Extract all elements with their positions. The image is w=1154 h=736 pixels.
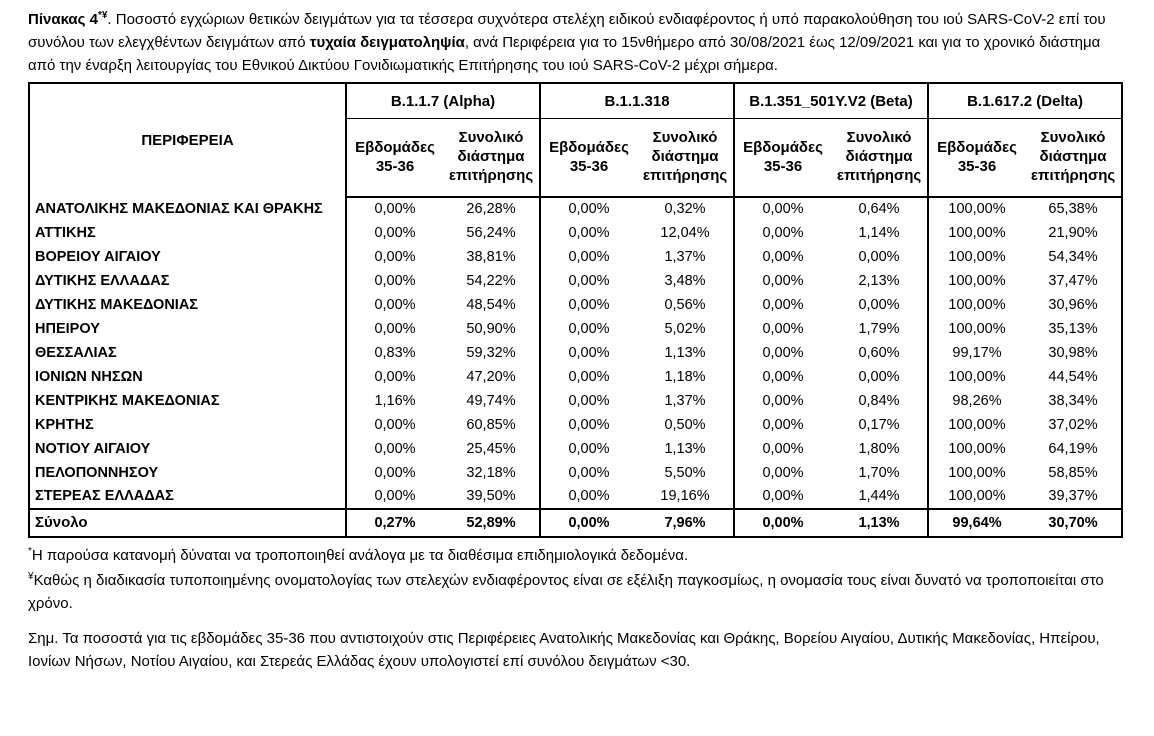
value-cell: 0,00% xyxy=(346,461,443,485)
subcolumn-weeks: Εβδομάδες 35-36 xyxy=(346,119,443,197)
value-cell: 0,00% xyxy=(540,437,637,461)
value-cell: 0,00% xyxy=(540,197,637,221)
table-row xyxy=(29,365,1122,389)
subcolumn-weeks: Εβδομάδες 35-36 xyxy=(540,119,637,197)
value-cell: 0,00% xyxy=(346,269,443,293)
value-cell: 1,18% xyxy=(664,368,706,385)
column-header-region: ΠΕΡΙΦΕΡΕΙΑ xyxy=(29,83,346,197)
table-row xyxy=(29,341,1122,365)
value-cell: 0,00% xyxy=(858,296,900,313)
region-cell: ΣΤΕΡΕΑΣ ΕΛΛΑΔΑΣ xyxy=(29,485,346,509)
subcolumn-weeks: Εβδομάδες 35-36 xyxy=(734,119,831,197)
value-cell: 100,00% xyxy=(928,197,1025,221)
value-cell: 0,00% xyxy=(858,248,900,265)
value-cell: 0,00% xyxy=(540,389,637,413)
total-value-cell: 52,89% xyxy=(443,509,540,537)
subcolumn-total-period: Συνολικό διάστημα επιτήρησης xyxy=(831,119,928,197)
value-cell: 100,00% xyxy=(928,245,1025,269)
value-cell: 0,00% xyxy=(734,317,831,341)
value-cell: 0,84% xyxy=(858,392,900,409)
value-cell: 0,00% xyxy=(346,485,443,509)
value-cell: 0,00% xyxy=(346,221,443,245)
value-cell: 100,00% xyxy=(928,461,1025,485)
footnote-yen xyxy=(28,570,1128,615)
value-cell: 100,00% xyxy=(928,269,1025,293)
value-cell: 100,00% xyxy=(928,317,1025,341)
value-cell: 56,24% xyxy=(466,224,516,241)
column-group-b11318: B.1.1.318 xyxy=(540,83,734,119)
value-cell: 39,50% xyxy=(466,488,516,505)
value-cell: 1,14% xyxy=(858,224,900,241)
subcolumn-weeks: Εβδομάδες 35-36 xyxy=(928,119,1025,197)
table-row xyxy=(29,221,1122,245)
value-cell: 0,00% xyxy=(734,293,831,317)
value-cell: 0,00% xyxy=(346,413,443,437)
value-cell: 47,20% xyxy=(466,368,516,385)
value-cell: 0,00% xyxy=(540,269,637,293)
value-cell: 60,85% xyxy=(466,416,516,433)
footnote-marker: ¥ xyxy=(28,571,34,583)
value-cell: 48,54% xyxy=(466,296,516,313)
value-cell: 0,00% xyxy=(734,245,831,269)
value-cell: 0,00% xyxy=(734,389,831,413)
value-cell: 64,19% xyxy=(1048,440,1098,457)
region-cell: ΔΥΤΙΚΗΣ ΜΑΚΕΔΟΝΙΑΣ xyxy=(29,293,346,317)
footnote-marker: * xyxy=(28,545,32,557)
value-cell: 100,00% xyxy=(928,221,1025,245)
value-cell: 0,00% xyxy=(734,485,831,509)
table-row xyxy=(29,437,1122,461)
footnote-text: Η παρούσα κατανομή δύναται να τροποποιηθεί ανάλογα με τα διαθέσιμα επιδημιολογικά δεδομένα. xyxy=(31,546,689,564)
subcolumn-total-period: Συνολικό διάστημα επιτήρησης xyxy=(637,119,734,197)
value-cell: 1,37% xyxy=(664,392,706,409)
value-cell: 3,48% xyxy=(664,272,706,289)
value-cell: 0,32% xyxy=(664,201,706,218)
region-cell: ΑΤΤΙΚΗΣ xyxy=(29,221,346,245)
value-cell: 100,00% xyxy=(928,365,1025,389)
value-cell: 1,13% xyxy=(664,440,706,457)
value-cell: 1,44% xyxy=(858,488,900,505)
value-cell: 35,13% xyxy=(1048,320,1098,337)
region-cell: ΘΕΣΣΑΛΙΑΣ xyxy=(29,341,346,365)
value-cell: 54,22% xyxy=(466,272,516,289)
value-cell: 2,13% xyxy=(858,272,900,289)
value-cell: 0,00% xyxy=(346,293,443,317)
table-row xyxy=(29,413,1122,437)
value-cell: 30,96% xyxy=(1048,296,1098,313)
value-cell: 0,64% xyxy=(858,201,900,218)
table-body xyxy=(29,197,1122,509)
value-cell: 99,17% xyxy=(928,341,1025,365)
value-cell: 1,70% xyxy=(858,464,900,481)
subcolumn-total-period: Συνολικό διάστημα επιτήρησης xyxy=(443,119,540,197)
value-cell: 21,90% xyxy=(1048,224,1098,241)
value-cell: 0,00% xyxy=(540,365,637,389)
total-value-cell: 0,00% xyxy=(540,509,637,537)
value-cell: 0,00% xyxy=(540,245,637,269)
total-value-cell: 1,13% xyxy=(831,509,928,537)
value-cell: 38,81% xyxy=(466,248,516,265)
region-cell: ΚΡΗΤΗΣ xyxy=(29,413,346,437)
region-cell: ΔΥΤΙΚΗΣ ΕΛΛΑΔΑΣ xyxy=(29,269,346,293)
total-value-cell: 0,27% xyxy=(346,509,443,537)
table-row xyxy=(29,317,1122,341)
value-cell: 100,00% xyxy=(928,293,1025,317)
table-row xyxy=(29,245,1122,269)
value-cell: 38,34% xyxy=(1048,392,1098,409)
value-cell: 0,00% xyxy=(540,413,637,437)
region-cell: ΠΕΛΟΠΟΝΝΗΣΟΥ xyxy=(29,461,346,485)
table-footer xyxy=(29,509,1122,537)
region-cell: ΒΟΡΕΙΟΥ ΑΙΓΑΙΟΥ xyxy=(29,245,346,269)
value-cell: 12,04% xyxy=(660,224,710,241)
subcolumn-total-period: Συνολικό διάστημα επιτήρησης xyxy=(1025,119,1122,197)
table-row xyxy=(29,293,1122,317)
value-cell: 0,56% xyxy=(664,296,706,313)
value-cell: 0,60% xyxy=(858,344,900,361)
value-cell: 0,00% xyxy=(346,365,443,389)
table-row xyxy=(29,389,1122,413)
value-cell: 100,00% xyxy=(928,413,1025,437)
total-label: Σύνολο xyxy=(29,509,346,537)
total-value-cell: 7,96% xyxy=(637,509,734,537)
value-cell: 0,00% xyxy=(734,341,831,365)
variants-table xyxy=(28,82,1123,538)
note-weeks-35-36: Σημ. Τα ποσοστά για τις εβδομάδες 35-36 που αντιστοιχούν στις Περιφέρειες Ανατολικής Μακεδονίας και Θράκης, Βορείου Αιγαίου, Δυτικής Μακεδονίας, Ηπείρου, Ιονίων Νήσων, Νοτίου Αιγαίου, και Στερεάς Ελλάδας έχουν υπολογιστεί επί συνόλου δειγμάτων <30. xyxy=(28,630,1100,670)
value-cell: 0,00% xyxy=(540,461,637,485)
value-cell: 30,98% xyxy=(1048,344,1098,361)
value-cell: 100,00% xyxy=(928,437,1025,461)
value-cell: 25,45% xyxy=(466,440,516,457)
value-cell: 0,00% xyxy=(734,413,831,437)
region-cell: ΚΕΝΤΡΙΚΗΣ ΜΑΚΕΔΟΝΙΑΣ xyxy=(29,389,346,413)
value-cell: 26,28% xyxy=(466,201,516,218)
footnote-text: Καθώς η διαδικασία τυποποιημένης ονοματολογίας των στελεχών ενδιαφέροντος είναι σε εξέλιξη παγκοσμίως, η ονομασία τους είναι δυνατό να τροποποιείται στο χρόνο. xyxy=(28,572,1104,612)
value-cell: 0,00% xyxy=(540,221,637,245)
value-cell: 1,80% xyxy=(858,440,900,457)
region-cell: ΙΟΝΙΩΝ ΝΗΣΩΝ xyxy=(29,365,346,389)
total-row xyxy=(29,509,1122,537)
value-cell: 0,00% xyxy=(734,221,831,245)
value-cell: 0,00% xyxy=(858,368,900,385)
value-cell: 0,00% xyxy=(540,293,637,317)
value-cell: 58,85% xyxy=(1048,464,1098,481)
table-header xyxy=(29,83,1122,197)
value-cell: 65,38% xyxy=(1048,201,1098,218)
value-cell: 50,90% xyxy=(466,320,516,337)
value-cell: 19,16% xyxy=(660,488,710,505)
value-cell: 0,00% xyxy=(346,437,443,461)
caption-footnote-markers: *¥ xyxy=(97,10,108,21)
value-cell: 0,00% xyxy=(540,341,637,365)
table-row xyxy=(29,485,1122,509)
column-group-alpha: B.1.1.7 (Alpha) xyxy=(346,83,540,119)
value-cell: 1,13% xyxy=(664,344,706,361)
value-cell: 0,00% xyxy=(734,269,831,293)
value-cell: 1,37% xyxy=(664,248,706,265)
value-cell: 0,00% xyxy=(734,365,831,389)
value-cell: 5,50% xyxy=(664,464,706,481)
value-cell: 39,37% xyxy=(1048,488,1098,505)
region-cell: ΗΠΕΙΡΟΥ xyxy=(29,317,346,341)
table-row xyxy=(29,197,1122,221)
region-cell: ΝΟΤΙΟΥ ΑΙΓΑΙΟΥ xyxy=(29,437,346,461)
value-cell: 44,54% xyxy=(1048,368,1098,385)
value-cell: 1,16% xyxy=(346,389,443,413)
value-cell: 59,32% xyxy=(466,344,516,361)
value-cell: 0,83% xyxy=(346,341,443,365)
caption-text-1: . Ποσοστό εγχώριων θετικών δειγμάτων για τα τέσσερα συχνότερα στελέχη ειδικού ενδιαφέροντος ή υπό παρακολούθηση του ιού SARS-CoV-2 επί του συνόλου των ελεγχθέντων δειγμάτων από xyxy=(28,11,1106,51)
caption-text-2: , ανά Περιφέρεια για το 15νθήμερο από 30/08/2021 έως 12/09/2021 και για το χρονικό διάστημα από την έναρξη λειτουργίας του Εθνικού Δικτύου Γονιδιωματικής Επιτήρησης του ιού SARS-CoV-2 μέχρι σήμερα. xyxy=(28,33,1101,74)
region-cell: ΑΝΑΤΟΛΙΚΗΣ ΜΑΚΕΔΟΝΙΑΣ ΚΑΙ ΘΡΑΚΗΣ xyxy=(29,197,346,221)
total-value-cell: 0,00% xyxy=(734,509,831,537)
value-cell: 54,34% xyxy=(1048,248,1098,265)
value-cell: 0,00% xyxy=(540,317,637,341)
value-cell: 49,74% xyxy=(466,392,516,409)
value-cell: 1,79% xyxy=(858,320,900,337)
footnote-asterisk xyxy=(28,545,1128,568)
caption-number: Πίνακας 4 xyxy=(28,11,98,28)
value-cell: 0,00% xyxy=(734,461,831,485)
value-cell: 0,00% xyxy=(540,485,637,509)
total-value-cell: 30,70% xyxy=(1025,509,1122,537)
value-cell: 98,26% xyxy=(928,389,1025,413)
value-cell: 0,50% xyxy=(664,416,706,433)
value-cell: 5,02% xyxy=(664,320,706,337)
value-cell: 0,00% xyxy=(734,437,831,461)
value-cell: 100,00% xyxy=(928,485,1025,509)
table-row xyxy=(29,461,1122,485)
table-caption xyxy=(28,9,1126,78)
caption-text-bold: τυχαία δειγματοληψία xyxy=(309,33,465,51)
value-cell: 0,00% xyxy=(734,197,831,221)
total-value-cell: 99,64% xyxy=(928,509,1025,537)
column-group-delta: B.1.617.2 (Delta) xyxy=(928,83,1122,119)
value-cell: 0,00% xyxy=(346,245,443,269)
value-cell: 0,17% xyxy=(858,416,900,433)
value-cell: 0,00% xyxy=(346,317,443,341)
value-cell: 37,02% xyxy=(1048,416,1098,433)
column-group-beta: B.1.351_501Y.V2 (Beta) xyxy=(734,83,928,119)
value-cell: 32,18% xyxy=(466,464,516,481)
value-cell: 37,47% xyxy=(1048,272,1098,289)
value-cell: 0,00% xyxy=(346,197,443,221)
table-row xyxy=(29,269,1122,293)
